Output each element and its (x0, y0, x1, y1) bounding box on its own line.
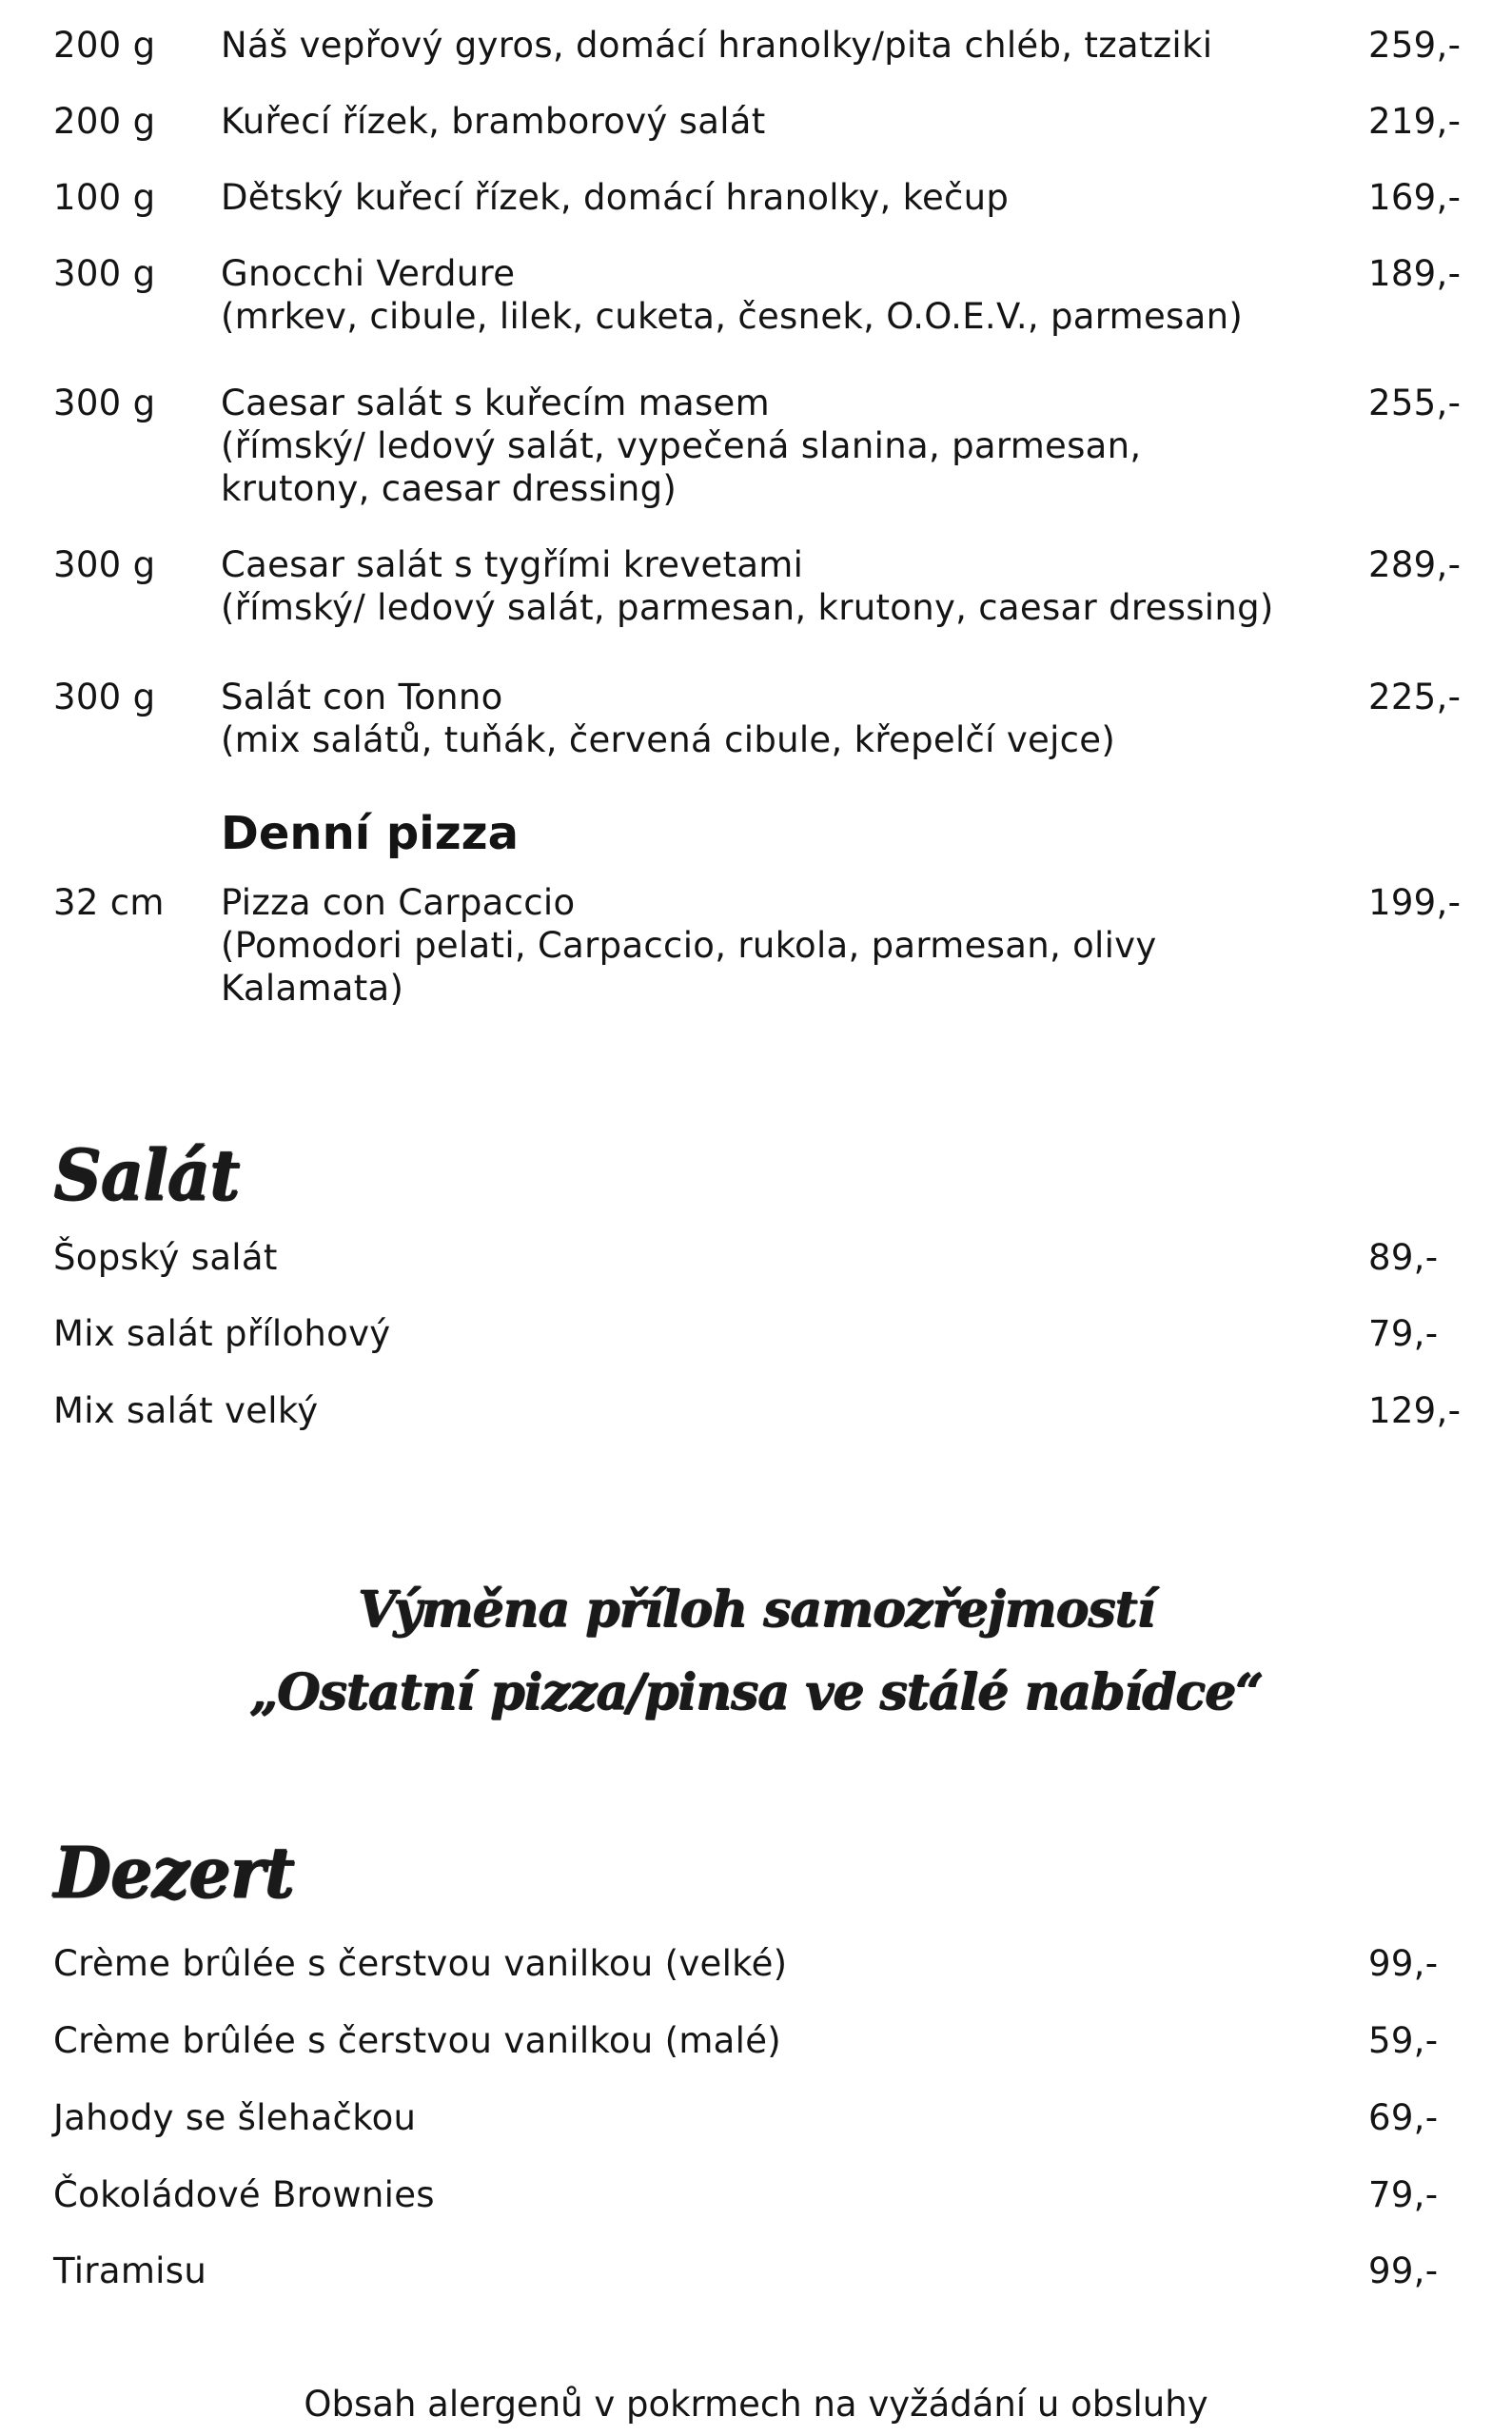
item-name: Mix salát velký (53, 1390, 319, 1431)
item-name: Jahody se šlehačkou (53, 2097, 417, 2138)
item-price: 79,- (1368, 2174, 1439, 2215)
item-name: Náš vepřový gyros, domácí hranolky/pita chléb, tzatziki (221, 25, 1213, 66)
item-price: 79,- (1368, 1313, 1439, 1354)
item-description: (římský/ ledový salát, vypečená slanina, parmesan, (221, 425, 1142, 466)
item-name: Mix salát přílohový (53, 1313, 391, 1354)
item-name (221, 676, 1344, 761)
item-name-text: Salát con Tonno (221, 677, 503, 717)
item-quantity: 32 cm (53, 882, 165, 923)
item-quantity: 300 g (53, 544, 156, 585)
dessert-section-title: Dezert (53, 1830, 294, 1915)
item-name (221, 881, 1344, 1010)
item-quantity: 300 g (53, 677, 156, 717)
item-name: Dětský kuřecí řízek, domácí hranolky, kečup (221, 177, 1010, 218)
allergen-footer-note: Obsah alergenů v pokrmech na vyžádání u obsluhy (304, 2384, 1208, 2425)
item-name-text: Caesar salát s tygřími krevetami (221, 544, 804, 585)
salad-section-title: Salát (53, 1132, 240, 1217)
item-price: 255,- (1368, 383, 1462, 423)
item-price: 189,- (1368, 253, 1462, 294)
item-name: Čokoládové Brownies (53, 2174, 435, 2215)
item-name (221, 543, 1344, 629)
item-description: (Pomodori pelati, Carpaccio, rukola, parmesan, olivy (221, 925, 1157, 966)
note-line-pizza: „Ostatní pizza/pinsa ve stálé nabídce“ (249, 1663, 1263, 1721)
item-name: Šopský salát (53, 1237, 278, 1278)
item-price: 169,- (1368, 177, 1462, 218)
item-price: 89,- (1368, 1237, 1439, 1278)
item-name (221, 382, 1344, 510)
item-quantity: 200 g (53, 101, 156, 142)
item-quantity: 300 g (53, 253, 156, 294)
item-quantity: 200 g (53, 25, 156, 66)
item-description: krutony, caesar dressing) (221, 468, 677, 509)
item-quantity: 300 g (53, 383, 156, 423)
item-price: 289,- (1368, 544, 1462, 585)
item-name: Crème brûlée s čerstvou vanilkou (malé) (53, 2020, 782, 2061)
item-name (221, 252, 1344, 338)
item-price: 199,- (1368, 882, 1462, 923)
item-description: (římský/ ledový salát, parmesan, krutony, caesar dressing) (221, 587, 1274, 628)
item-price: 225,- (1368, 677, 1462, 717)
item-price: 99,- (1368, 2250, 1439, 2291)
item-price: 59,- (1368, 2020, 1439, 2061)
item-price: 99,- (1368, 1943, 1439, 1984)
item-name-text: Pizza con Carpaccio (221, 882, 576, 923)
daily-pizza-heading: Denní pizza (221, 807, 519, 860)
item-description: (mix salátů, tuňák, červená cibule, křepelčí vejce) (221, 719, 1116, 760)
item-quantity: 100 g (53, 177, 156, 218)
item-name: Tiramisu (53, 2250, 207, 2291)
item-name: Crème brûlée s čerstvou vanilkou (velké) (53, 1943, 788, 1984)
item-price: 69,- (1368, 2097, 1439, 2138)
item-description: (mrkev, cibule, lilek, cuketa, česnek, O.O.E.V., parmesan) (221, 296, 1244, 337)
item-description: Kalamata) (221, 968, 404, 1009)
item-price: 219,- (1368, 101, 1462, 142)
item-price: 129,- (1368, 1390, 1462, 1431)
item-name-text: Gnocchi Verdure (221, 253, 516, 294)
item-name: Kuřecí řízek, bramborový salát (221, 101, 766, 142)
item-price: 259,- (1368, 25, 1462, 66)
note-line-sides: Výměna příloh samozřejmostí (357, 1581, 1155, 1639)
item-name-text: Caesar salát s kuřecím masem (221, 383, 770, 423)
